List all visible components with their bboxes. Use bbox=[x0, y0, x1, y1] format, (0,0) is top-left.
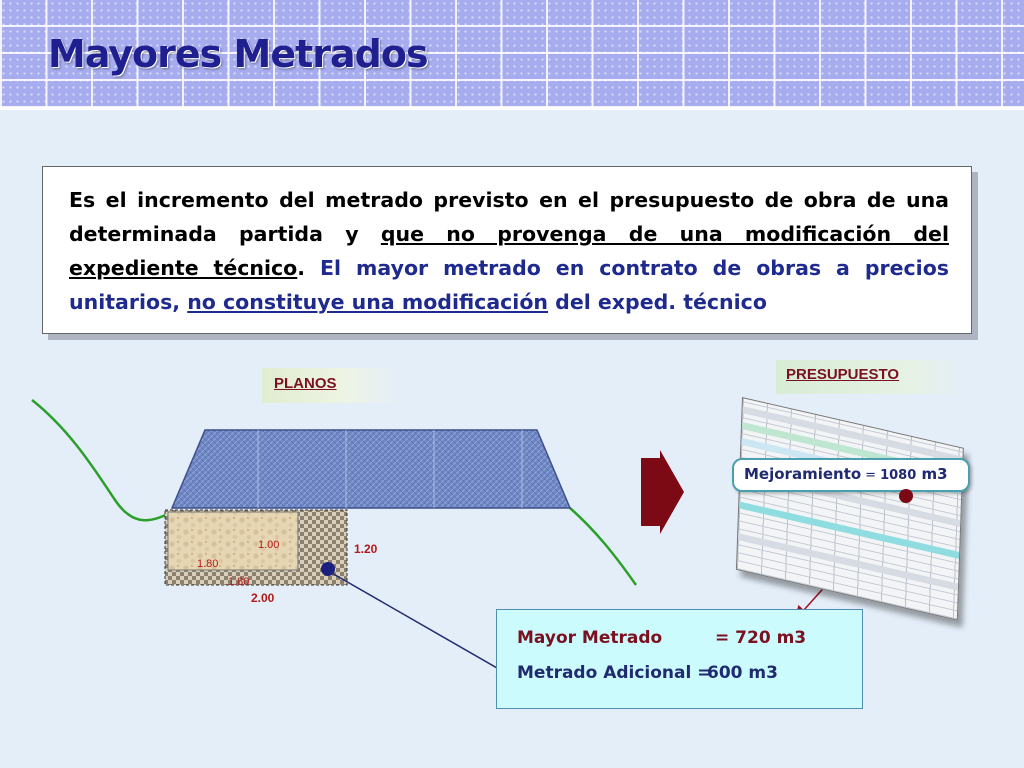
mejoramiento-callout bbox=[732, 458, 970, 492]
definition-text-4: El mayor metrado en contrato de obras a precios unitarios, bbox=[69, 256, 949, 314]
mayor-metrado-value: = 720 m3 bbox=[715, 628, 807, 648]
mejoramiento-unit: m3 bbox=[921, 465, 948, 483]
planos-label: PLANOS bbox=[262, 368, 399, 403]
mejoramiento-label: Mejoramiento bbox=[744, 465, 862, 483]
metrado-adicional-value: 600 m3 bbox=[707, 663, 778, 683]
mayor-metrado-label: Mayor Metrado bbox=[517, 628, 663, 648]
dim-label-2: 1.80 bbox=[197, 558, 219, 570]
dim-label-3: 1.80 bbox=[228, 576, 250, 588]
definition-text-3: . bbox=[297, 256, 321, 280]
ground-line-right bbox=[570, 508, 636, 585]
definition-text-5: no constituye una modificación bbox=[187, 290, 549, 314]
result-box bbox=[496, 609, 863, 709]
metrado-adicional-label: Metrado Adicional = bbox=[517, 663, 712, 683]
definition-text-1: Es el incremento del metrado previsto en el presupuesto de obra de una determinada partida y bbox=[69, 188, 949, 246]
embankment bbox=[172, 430, 570, 508]
mejoramiento-equals: = bbox=[865, 468, 877, 483]
flow-arrow-icon bbox=[641, 450, 684, 534]
presupuesto-label: PRESUPUESTO bbox=[776, 360, 966, 394]
dim-label-4: 1.20 bbox=[354, 542, 378, 556]
planos-pointer-line bbox=[330, 572, 511, 676]
slide-title: Mayores Metrados bbox=[48, 32, 428, 76]
definition-text-6: del exped. técnico bbox=[548, 290, 767, 314]
ground-line-left bbox=[32, 400, 172, 520]
mejoramiento-value: 1080 bbox=[880, 468, 917, 483]
definition-text-2: que no provenga de una modificación del expediente técnico bbox=[69, 222, 949, 280]
dim-label-5: 2.00 bbox=[251, 591, 275, 605]
dim-label-1: 1.00 bbox=[258, 539, 280, 551]
